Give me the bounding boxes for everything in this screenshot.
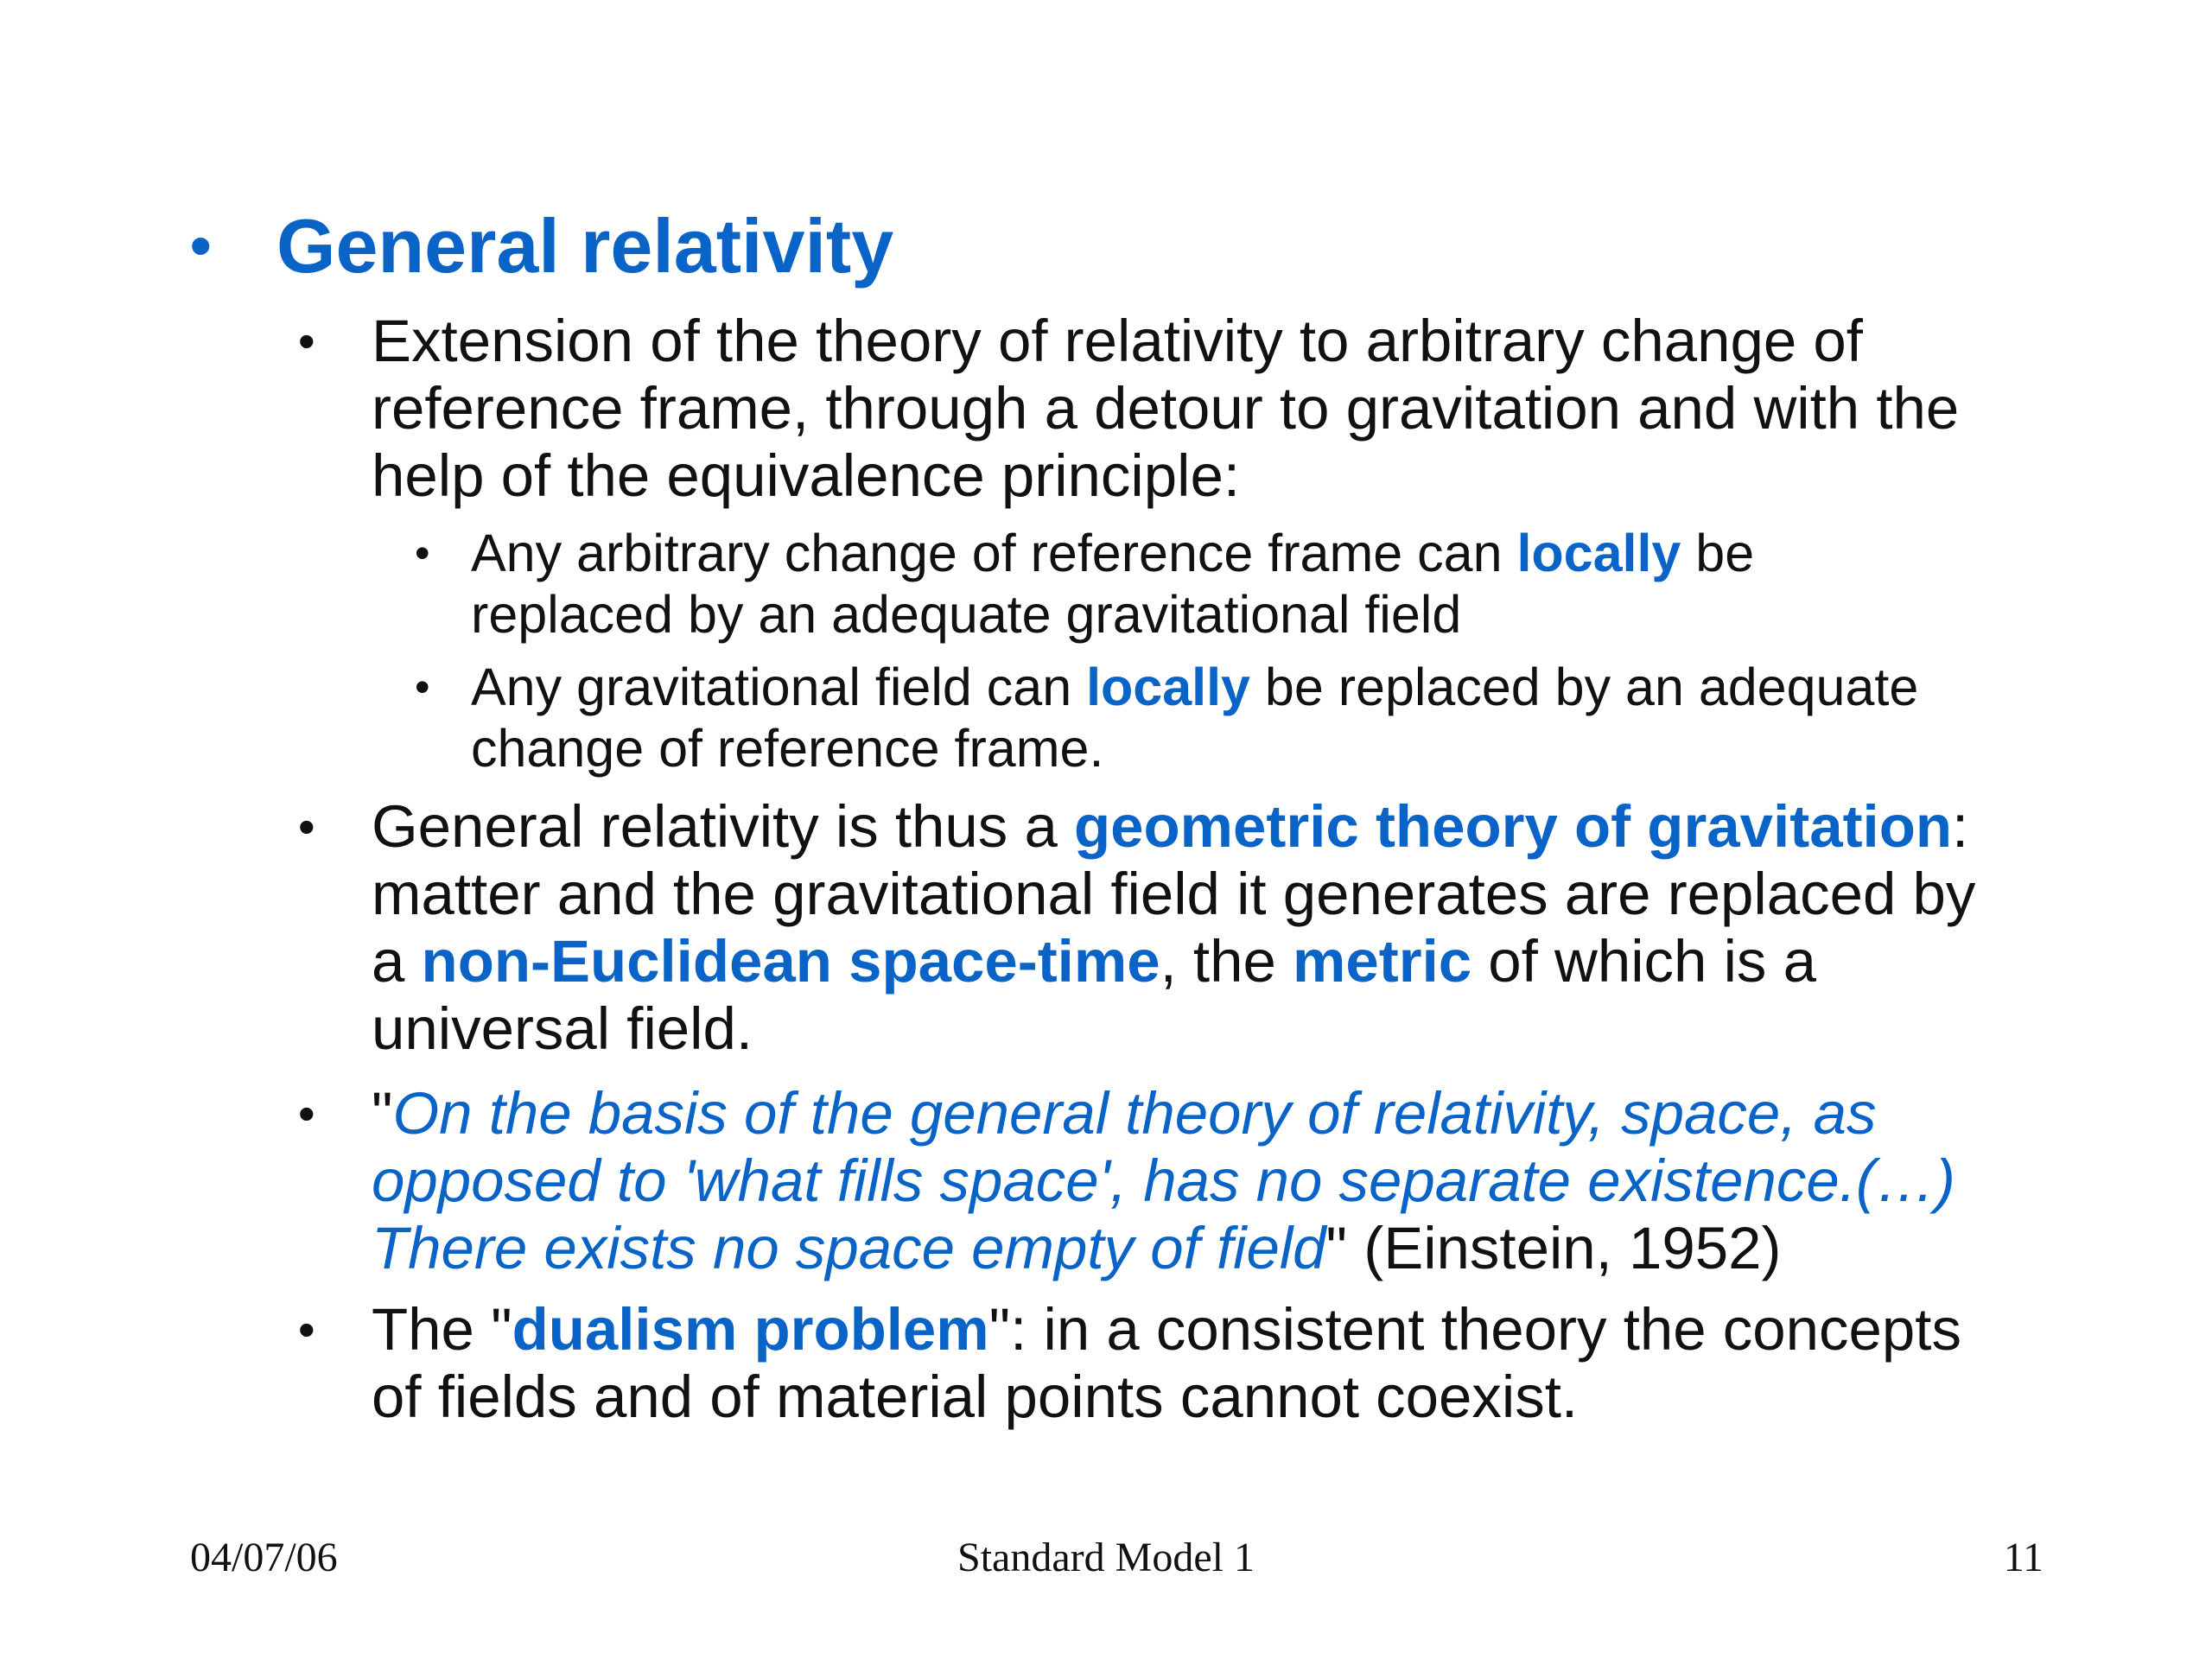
subbullet-text-segment: Any arbitrary change of reference frame can <box>471 524 1517 582</box>
subbullet-line: replaced by an adequate gravitational field <box>471 585 1462 644</box>
geometric-theory-emphasis: geometric theory of gravitation <box>1074 793 1953 860</box>
bullet-text-segment: a <box>372 928 422 995</box>
bullet-marker: • <box>298 799 315 854</box>
quote-text: There exists no space empty of field <box>372 1215 1326 1281</box>
bullet-marker: • <box>298 1086 315 1141</box>
footer-title: Standard Model 1 <box>957 1535 1255 1580</box>
subbullet-text-segment: Any gravitational field can <box>471 658 1087 716</box>
bullet-text-segment: : <box>1952 793 1969 860</box>
subbullet-marker: • <box>415 663 430 711</box>
footer-date: 04/07/06 <box>190 1535 338 1580</box>
bullet-text-segment: ": in a consistent theory the concepts <box>988 1296 1961 1363</box>
bullet-text-segment: , the <box>1160 928 1294 995</box>
subbullet-line: change of reference frame. <box>471 719 1104 778</box>
bullet-line <box>372 1296 2091 1363</box>
bullet-line: universal field. <box>372 995 753 1062</box>
bullet-text <box>372 308 2091 510</box>
bullet-line: matter and the gravitational field it generates are replaced by <box>372 861 1976 927</box>
bullet-text-segment: The " <box>372 1296 512 1363</box>
locally-emphasis: locally <box>1086 658 1250 716</box>
bullet-line: of fields and of material points cannot coexist. <box>372 1363 1579 1430</box>
bullet-line: reference frame, through a detour to gravitation and with the <box>372 375 1960 442</box>
footer-page-number: 11 <box>2003 1535 2044 1580</box>
locally-emphasis: locally <box>1516 524 1681 582</box>
bullet-text <box>372 1296 2091 1431</box>
bullet-text <box>372 793 2091 1063</box>
bullet-marker: • <box>298 1302 315 1357</box>
subbullet-marker: • <box>415 529 430 577</box>
bullet-line <box>372 793 2091 861</box>
metric-emphasis: metric <box>1293 928 1472 995</box>
bullet-line <box>372 928 2091 995</box>
bullet-line: Extension of the theory of relativity to arbitrary change of <box>372 308 1863 374</box>
quote-line: opposed to 'what fills space', has no separate existence.(…) <box>372 1147 1955 1214</box>
non-euclidean-emphasis: non-Euclidean space-time <box>421 928 1160 995</box>
subbullet-text <box>471 657 2087 779</box>
bullet-line: help of the equivalence principle: <box>372 442 1241 509</box>
bullet-text-segment: of which is a <box>1471 928 1816 995</box>
bullet-marker: • <box>298 314 315 368</box>
subbullet-text-segment: be <box>1681 524 1755 582</box>
bullet-text-segment: General relativity is thus a <box>372 793 1075 860</box>
dualism-problem-emphasis: dualism problem <box>512 1296 989 1363</box>
heading-bullet: • <box>190 212 212 279</box>
heading-title: General relativity <box>276 203 894 289</box>
subbullet-text <box>471 523 2087 645</box>
subbullet-text-segment: be replaced by an adequate <box>1249 658 1919 716</box>
quote-line <box>372 1080 2091 1147</box>
subbullet-line <box>471 523 2087 584</box>
quote-mark: " <box>372 1080 393 1147</box>
quote-line <box>372 1215 2091 1282</box>
bullet-text <box>372 1080 2091 1282</box>
subbullet-line <box>471 657 2087 718</box>
quote-citation: " (Einstein, 1952) <box>1325 1215 1782 1281</box>
quote-text: On the basis of the general theory of relativity, space, as <box>392 1080 1877 1147</box>
